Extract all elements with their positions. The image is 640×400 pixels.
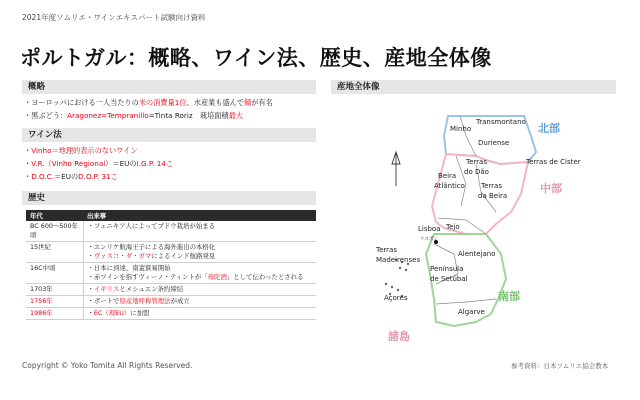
overview-heading: 概略 — [22, 80, 316, 94]
history-event: ・ポートで原産地呼称管理法が成立 — [83, 296, 316, 308]
label-lisboa: Lisboa — [418, 225, 441, 233]
history-heading: 歴史 — [22, 191, 316, 205]
page-title: ポルトガル：概略、ワイン法、歴史、産地全体像 — [20, 46, 492, 70]
history-year: 15世紀 — [26, 242, 83, 263]
portugal-wine-map — [326, 94, 626, 364]
label-peninsula-1: Península — [430, 265, 464, 273]
table-row — [26, 308, 316, 320]
overview-line-2: ・黒ぶどう：Aragonez=Tempranillo=Tinta Roriz 栽培面積最大 — [24, 111, 243, 120]
label-terras-beira-1: Terras — [481, 182, 502, 190]
table-row — [26, 242, 316, 263]
history-event: ・EC（現EU）に加盟 — [83, 308, 316, 320]
dao-border — [456, 156, 466, 206]
wine-law-line-3: ・D.O.C.＝EUのD.O.P. 31こ — [24, 172, 118, 181]
copyright: Copyright © Yoko Tomita All Rights Reserved. — [22, 361, 193, 370]
label-beira-atlantico-2: Atlântico — [434, 182, 465, 190]
label-lisbon-city: リスボン — [420, 237, 438, 242]
history-event: ・日本に到達、南蛮貿易開始 ・赤ワインを指すヴィーノ・ティントが「珍陀酒」として伝わったとされる — [83, 263, 316, 284]
history-year: 1703年 — [26, 284, 83, 296]
label-terras-beira-2: da Beira — [478, 192, 508, 200]
wine-law-line-1: ・Vinho＝地理的表示のないワイン — [24, 146, 138, 155]
label-peninsula-2: de Setúbal — [430, 275, 468, 283]
table-row — [26, 284, 316, 296]
history-year: 16C中頃 — [26, 263, 83, 284]
history-event: ・エンリケ航海王子による海外進出の本格化 ・ヴァスコ・ダ・ガマによるインド航路発見 — [83, 242, 316, 263]
history-year: 1986年 — [26, 308, 83, 320]
region-label-south: 南部 — [498, 290, 520, 303]
wine-law-heading: ワイン法 — [22, 128, 316, 142]
table-row — [26, 263, 316, 284]
region-label-north: 北部 — [538, 122, 560, 135]
label-duriense: Duriense — [478, 139, 510, 147]
history-event: ・フェニキア人によってブドウ栽培が始まる — [83, 221, 316, 242]
label-algarve: Algarve — [458, 308, 485, 316]
label-beira-atlantico-1: Beira — [438, 172, 457, 180]
overview-line-1: ・ヨーロッパにおける一人当たりの米の消費量1位、水産業も盛んで鯖が有名 — [24, 98, 273, 107]
history-event: ・イギリスとメシュエン条約締結 — [83, 284, 316, 296]
label-terras-madeirenses-2: Madeirenses — [376, 256, 421, 264]
label-alentejano: Alentejano — [458, 250, 496, 258]
history-header-row — [26, 210, 316, 221]
map-heading: 産地全体像 — [331, 80, 616, 94]
table-row — [26, 296, 316, 308]
history-year: BC 600～500年頃 — [26, 221, 83, 242]
algarve-border — [436, 299, 496, 304]
north-arrow-icon — [392, 152, 400, 186]
region-label-islands: 諸島 — [388, 330, 410, 343]
label-terras-cister: Terras de Cister — [526, 158, 581, 166]
minho-border — [460, 116, 476, 156]
history-table — [26, 210, 316, 320]
label-minho: Minho — [450, 125, 472, 133]
subtitle: 2021年度ソムリエ・ワインエキスパート試験向け資料 — [22, 13, 206, 22]
history-year: 1756年 — [26, 296, 83, 308]
history-col-year: 年代 — [26, 210, 83, 221]
table-row — [26, 221, 316, 242]
region-label-central: 中部 — [540, 182, 562, 195]
wine-law-line-2: ・V.R.（Vinho Regional）＝EUのI.G.P. 14こ — [24, 159, 174, 168]
reference-note: 参考資料：日本ソムリエ協会教本 — [511, 362, 609, 370]
label-tejo: Tejo — [446, 223, 460, 231]
label-terras-dao-1: Terras — [466, 158, 487, 166]
label-terras-madeirenses-1: Terras — [376, 246, 397, 254]
label-transmontano: Transmontano — [476, 118, 526, 126]
history-col-event: 出来事 — [83, 210, 316, 221]
label-acores: Açores — [384, 294, 408, 302]
label-terras-dao-2: do Dão — [464, 168, 489, 176]
